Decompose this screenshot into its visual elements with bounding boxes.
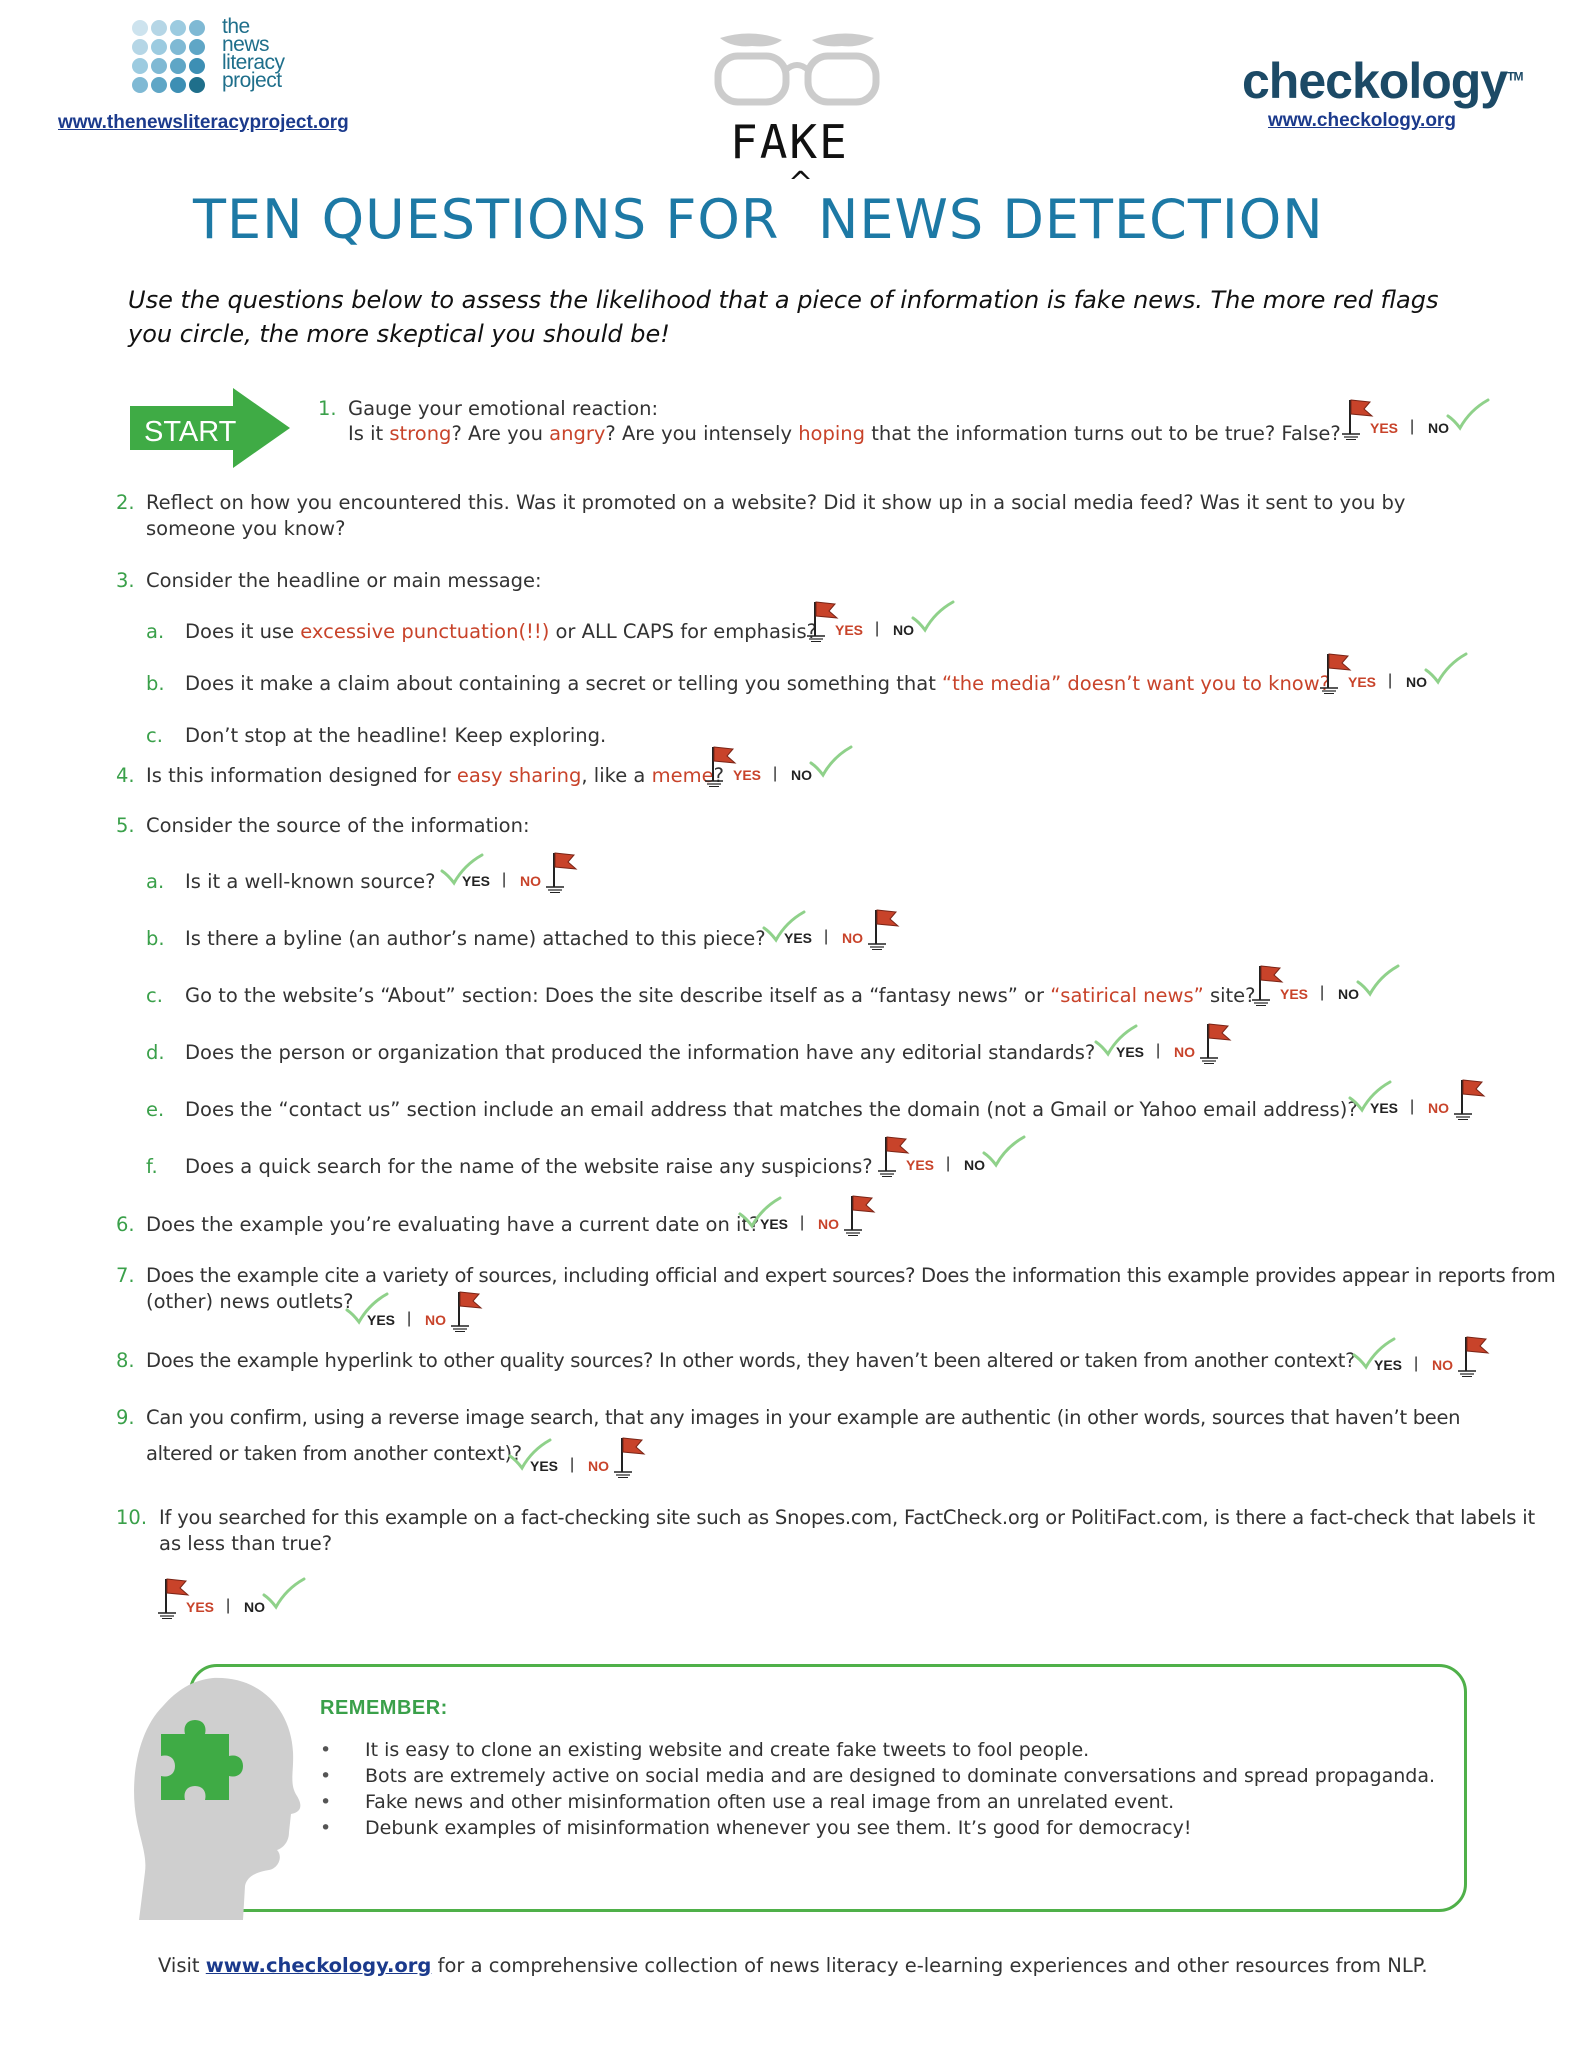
- check-icon: [911, 600, 955, 638]
- yes-option[interactable]: YES: [733, 767, 762, 783]
- yes-option[interactable]: YES: [1116, 1044, 1145, 1060]
- question-3c-text: Don’t stop at the headline! Keep exploring.: [185, 724, 607, 747]
- answer-options-q4[interactable]: [703, 743, 863, 791]
- insertion-caret: ^: [788, 166, 814, 201]
- yes-option[interactable]: YES: [1374, 1357, 1403, 1373]
- no-option[interactable]: NO: [964, 1157, 985, 1173]
- nlp-logo-text: the news literacy project: [222, 15, 285, 92]
- logo-dot: [132, 39, 148, 55]
- no-option[interactable]: NO: [588, 1458, 609, 1474]
- no-option[interactable]: NO: [244, 1599, 265, 1615]
- separator[interactable]: |: [570, 1456, 575, 1473]
- question-number: 2.: [116, 491, 135, 514]
- question-5c-text: Go to the website’s “About” section: Does the site describe itself as a “fantasy news” or “satirical news” site?: [185, 984, 1256, 1007]
- remember-item: • Debunk examples of misinformation whenever you see them. It’s good for democracy!: [320, 1815, 1435, 1841]
- subquestion-letter: a.: [146, 870, 165, 893]
- check-icon: [1424, 652, 1468, 690]
- separator[interactable]: |: [226, 1597, 231, 1614]
- check-icon: [262, 1577, 306, 1615]
- logo-dot: [170, 20, 186, 36]
- red-flag-icon: [544, 849, 578, 897]
- question-7-line1: Does the example cite a variety of sources, including official and expert sources? Does the information this example provides appear in reports from: [146, 1264, 1556, 1287]
- question-number: 8.: [116, 1349, 135, 1372]
- intro-text: Use the questions below to assess the likelihood that a piece of information is fake news. The more red flags you circle, the more skeptical you should be!: [128, 286, 1439, 348]
- question-1-line2: Is it strong? Are you angry? Are you intensely hoping that the information turns out to be true? False?: [348, 422, 1341, 445]
- logo-dot: [151, 20, 167, 36]
- logo-dot: [170, 77, 186, 93]
- footer-text: Visit www.checkology.org for a comprehensive collection of news literacy e-learning experiences and other resources from NLP.: [158, 1954, 1428, 1977]
- question-2-line1: Reflect on how you encountered this. Was it promoted on a website? Did it show up in a social media feed? Was it sent to you by: [146, 491, 1406, 514]
- red-flag-icon: [805, 598, 839, 646]
- logo-dot: [132, 20, 148, 36]
- no-option[interactable]: NO: [818, 1216, 839, 1232]
- separator[interactable]: |: [824, 928, 829, 945]
- no-option[interactable]: NO: [791, 767, 812, 783]
- question-5f-text: Does a quick search for the name of the website raise any suspicions?: [185, 1155, 873, 1178]
- separator[interactable]: |: [773, 765, 778, 782]
- answer-options-q5a[interactable]: [440, 849, 600, 897]
- red-flag-icon: [156, 1575, 190, 1623]
- glasses-icon: [712, 30, 882, 110]
- question-1-line1: Gauge your emotional reaction:: [348, 397, 659, 420]
- yes-option[interactable]: YES: [760, 1216, 789, 1232]
- yes-option[interactable]: YES: [462, 873, 491, 889]
- question-7-line2: (other) news outlets?: [146, 1290, 354, 1313]
- remember-item: • Bots are extremely active on social media and are designed to dominate conversations and spread propaganda.: [320, 1763, 1435, 1789]
- subquestion-letter: e.: [146, 1098, 165, 1121]
- question-3-text: Consider the headline or main message:: [146, 569, 542, 592]
- yes-option[interactable]: YES: [835, 622, 864, 638]
- logo-dot: [189, 77, 205, 93]
- no-option[interactable]: NO: [520, 873, 541, 889]
- no-option[interactable]: NO: [1428, 1100, 1449, 1116]
- yes-option[interactable]: YES: [1348, 674, 1377, 690]
- subquestion-letter: d.: [146, 1041, 165, 1064]
- head-puzzle-icon: [133, 1672, 303, 1922]
- separator[interactable]: |: [502, 871, 507, 888]
- question-number: 9.: [116, 1406, 135, 1429]
- yes-option[interactable]: YES: [1280, 986, 1309, 1002]
- question-5b-text: Is there a byline (an author’s name) attached to this piece?: [185, 927, 766, 950]
- checkology-website-link[interactable]: www.checkology.org: [1268, 110, 1456, 131]
- separator[interactable]: |: [1320, 984, 1325, 1001]
- question-number: 3.: [116, 569, 135, 592]
- red-flag-icon: [842, 1192, 876, 1240]
- subquestion-letter: a.: [146, 620, 165, 643]
- separator[interactable]: |: [875, 620, 880, 637]
- yes-option[interactable]: YES: [906, 1157, 935, 1173]
- yes-option[interactable]: YES: [367, 1312, 396, 1328]
- check-icon: [982, 1135, 1026, 1173]
- answer-options-q3a[interactable]: [805, 598, 965, 646]
- separator[interactable]: |: [1156, 1042, 1161, 1059]
- logo-dot: [151, 39, 167, 55]
- red-flag-icon: [1198, 1020, 1232, 1068]
- no-option[interactable]: NO: [842, 930, 863, 946]
- answer-options-q5b[interactable]: [762, 906, 922, 954]
- answer-options-q8[interactable]: [1352, 1333, 1512, 1381]
- question-4-text: Is this information designed for easy sharing, like a meme?: [146, 764, 724, 787]
- subquestion-letter: f.: [146, 1155, 158, 1178]
- yes-option[interactable]: YES: [784, 930, 813, 946]
- question-number: 10.: [116, 1506, 148, 1529]
- answer-options-q5e[interactable]: [1348, 1076, 1508, 1124]
- answer-options-q5f[interactable]: [876, 1133, 1036, 1181]
- question-10-line2: as less than true?: [159, 1532, 333, 1555]
- separator[interactable]: |: [946, 1155, 951, 1172]
- no-option[interactable]: NO: [425, 1312, 446, 1328]
- logo-dot: [151, 77, 167, 93]
- answer-options-q3b[interactable]: [1318, 650, 1478, 698]
- question-3b-text: Does it make a claim about containing a secret or telling you something that “the media” doesn’t want you to know?: [185, 672, 1331, 695]
- question-number: 4.: [116, 764, 135, 787]
- red-flag-icon: [1340, 396, 1374, 444]
- red-flag-icon: [866, 906, 900, 954]
- remember-item: • It is easy to clone an existing website and create fake tweets to fool people.: [320, 1737, 1435, 1763]
- red-flag-icon: [1318, 650, 1352, 698]
- question-5d-text: Does the person or organization that produced the information have any editorial standards?: [185, 1041, 1096, 1064]
- question-number: 5.: [116, 814, 135, 837]
- remember-item: • Fake news and other misinformation often use a real image from an unrelated event.: [320, 1789, 1435, 1815]
- separator[interactable]: |: [1410, 1098, 1415, 1115]
- red-flag-icon: [612, 1434, 646, 1482]
- no-option[interactable]: NO: [1174, 1044, 1195, 1060]
- logo-dot: [170, 58, 186, 74]
- question-number: 6.: [116, 1213, 135, 1236]
- question-3a-text: Does it use excessive punctuation(!!) or ALL CAPS for emphasis?: [185, 620, 817, 643]
- red-flag-icon: [1456, 1333, 1490, 1381]
- logo-dot: [132, 58, 148, 74]
- logo-dot: [170, 39, 186, 55]
- separator[interactable]: |: [800, 1214, 805, 1231]
- no-option[interactable]: NO: [1428, 420, 1449, 436]
- answer-options-q5c[interactable]: [1250, 962, 1410, 1010]
- subquestion-letter: b.: [146, 927, 165, 950]
- logo-dot: [132, 77, 148, 93]
- fake-word: FAKE: [730, 115, 849, 169]
- check-icon: [1356, 964, 1400, 1002]
- question-number: 7.: [116, 1264, 135, 1287]
- logo-dot: [151, 58, 167, 74]
- question-10-line1: If you searched for this example on a fact-checking site such as Snopes.com, FactCheck.org or PolitiFact.com, is there a fact-check that labels it: [159, 1506, 1535, 1529]
- separator[interactable]: |: [1388, 672, 1393, 689]
- answer-options-q7[interactable]: [345, 1288, 505, 1336]
- red-flag-icon: [1452, 1076, 1486, 1124]
- question-number: 1.: [318, 397, 337, 420]
- yes-option[interactable]: YES: [1370, 1100, 1399, 1116]
- check-icon: [1446, 398, 1490, 436]
- no-option[interactable]: NO: [1432, 1357, 1453, 1373]
- question-8-text: Does the example hyperlink to other quality sources? In other words, they haven’t been altered or taken from another context?: [146, 1349, 1356, 1372]
- subquestion-letter: c.: [146, 724, 163, 747]
- start-label: START: [144, 416, 237, 448]
- question-5a-text: Is it a well-known source?: [185, 870, 436, 893]
- logo-dot: [189, 39, 205, 55]
- separator[interactable]: |: [1410, 418, 1415, 435]
- checkology-logo: checkology™: [1242, 53, 1523, 109]
- red-flag-icon: [449, 1288, 483, 1336]
- question-5e-text: Does the “contact us” section include an email address that matches the domain (not a Gmail or Yahoo email address)?: [185, 1098, 1358, 1121]
- logo-dot: [189, 20, 205, 36]
- yes-option[interactable]: YES: [1370, 420, 1399, 436]
- no-option[interactable]: NO: [1338, 986, 1359, 1002]
- answer-options-q10[interactable]: [156, 1575, 316, 1623]
- red-flag-icon: [1250, 962, 1284, 1010]
- answer-options-q1[interactable]: [1340, 396, 1500, 444]
- no-option[interactable]: NO: [1406, 674, 1427, 690]
- footer-checkology-link[interactable]: www.checkology.org: [205, 1954, 432, 1977]
- nlp-logo-dots: [132, 20, 220, 96]
- red-flag-icon: [703, 743, 737, 791]
- separator[interactable]: |: [407, 1310, 412, 1327]
- question-9-line2: altered or taken from another context)?: [146, 1442, 522, 1465]
- subquestion-letter: c.: [146, 984, 163, 1007]
- question-2-line2: someone you know?: [146, 517, 346, 540]
- separator[interactable]: |: [1414, 1355, 1419, 1372]
- remember-heading: REMEMBER:: [320, 1697, 448, 1719]
- question-5-text: Consider the source of the information:: [146, 814, 530, 837]
- answer-options-q5d[interactable]: [1094, 1020, 1254, 1068]
- question-6-text: Does the example you’re evaluating have a current date on it?: [146, 1213, 760, 1236]
- red-flag-icon: [876, 1133, 910, 1181]
- remember-list: [320, 1737, 1435, 1841]
- answer-options-q9[interactable]: [508, 1434, 668, 1482]
- question-9-line1: Can you confirm, using a reverse image search, that any images in your example are authentic (in other words, sources that haven’t been: [146, 1406, 1461, 1429]
- yes-option[interactable]: YES: [186, 1599, 215, 1615]
- check-icon: [809, 745, 853, 783]
- nlp-website-link[interactable]: www.thenewsliteracyproject.org: [58, 112, 349, 133]
- logo-dot: [189, 58, 205, 74]
- no-option[interactable]: NO: [893, 622, 914, 638]
- yes-option[interactable]: YES: [530, 1458, 559, 1474]
- answer-options-q6[interactable]: [738, 1192, 898, 1240]
- subquestion-letter: b.: [146, 672, 165, 695]
